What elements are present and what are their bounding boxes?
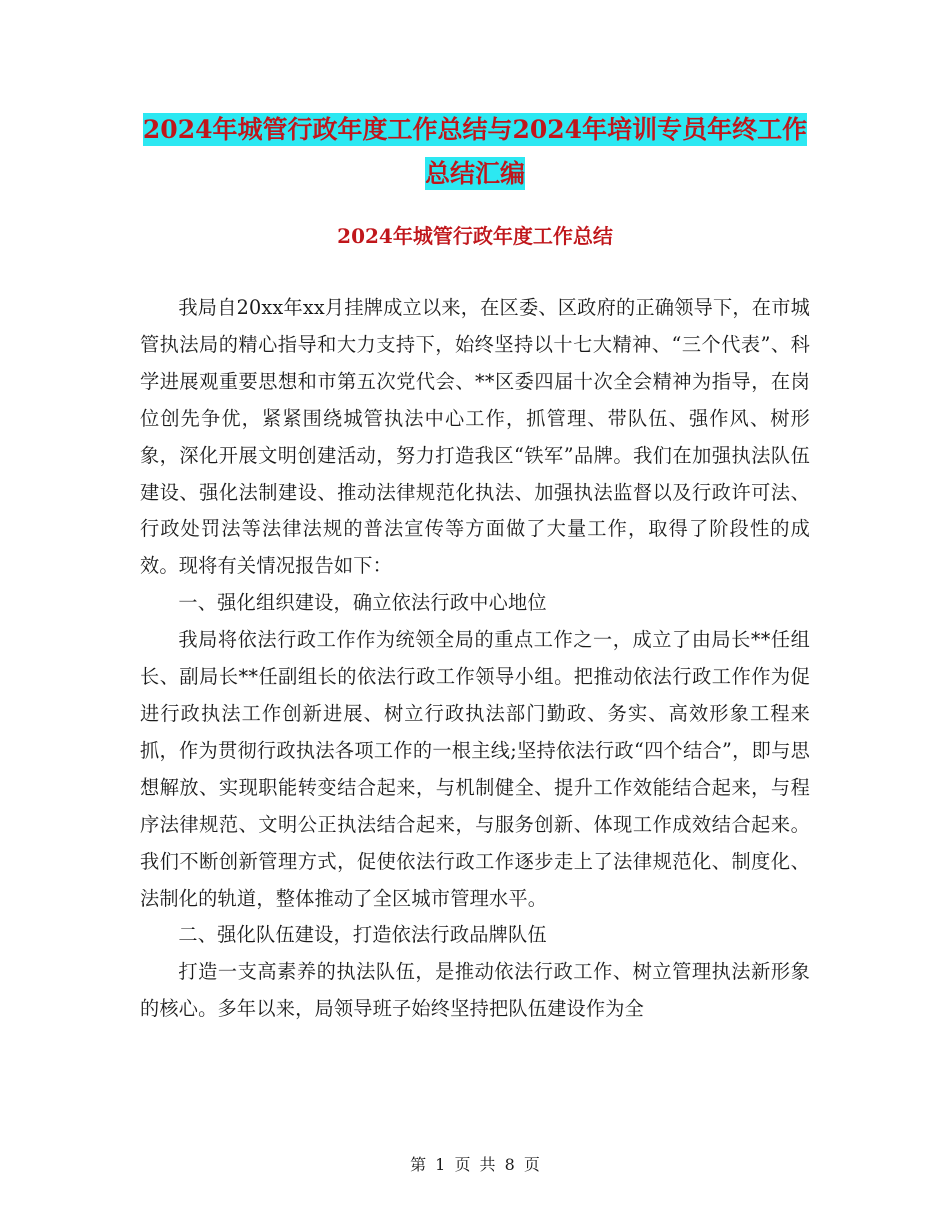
page-number-footer: 第 1 页 共 8 页 bbox=[410, 1155, 540, 1174]
section-title: 2024年城管行政年度工作总结 bbox=[337, 224, 613, 248]
document-title bbox=[140, 108, 810, 196]
document-title-text: 2024年城管行政年度工作总结与2024年培训专员年终工作总结汇编 bbox=[142, 115, 808, 188]
paragraph-part-two: 打造一支高素养的执法队伍，是推动依法行政工作、树立管理执法新形象的核心。多年以来，局领导班子始终坚持把队伍建设作为全 bbox=[140, 960, 810, 1021]
paragraph-intro: 我局自20xx年xx月挂牌成立以来，在区委、区政府的正确领导下，在市城管执法局的精心指导和大力支持下，始终坚持以十七大精神、“三个代表”、科学进展观重要思想和市第五次党代会、**区委四届十次全会精神为指导，在岗位创先争优，紧紧围绕城管执法中心工作，抓管理、带队伍、强作风、树形象，深化开展文明创建活动，努力打造我区“铁军”品牌。我们在加强执法队伍建设、强化法制建设、推动法律规范化执法、加强执法监督以及行政许可法、行政处罚法等法律法规的普法宣传等方面做了大量工作，取得了阶段性的成效。现将有关情况报告如下： bbox=[140, 296, 810, 578]
document-body bbox=[140, 290, 810, 1028]
heading-part-two: 二、强化队伍建设，打造依法行政品牌队伍 bbox=[178, 923, 547, 947]
paragraph-part-one: 我局将依法行政工作作为统领全局的重点工作之一，成立了由局长**任组长、副局长**任副组长的依法行政工作领导小组。把推动依法行政工作作为促进行政执法工作创新进展、树立行政执法部门勤政、务实、高效形象工程来抓，作为贯彻行政执法各项工作的一根主线;坚持依法行政“四个结合”，即与思想解放、实现职能转变结合起来，与机制健全、提升工作效能结合起来，与程序法律规范、文明公正执法结合起来，与服务创新、体现工作成效结合起来。我们不断创新管理方式，促使依法行政工作逐步走上了法律规范化、制度化、法制化的轨道，整体推动了全区城市管理水平。 bbox=[140, 628, 810, 910]
heading-part-one: 一、强化组织建设，确立依法行政中心地位 bbox=[178, 591, 547, 615]
